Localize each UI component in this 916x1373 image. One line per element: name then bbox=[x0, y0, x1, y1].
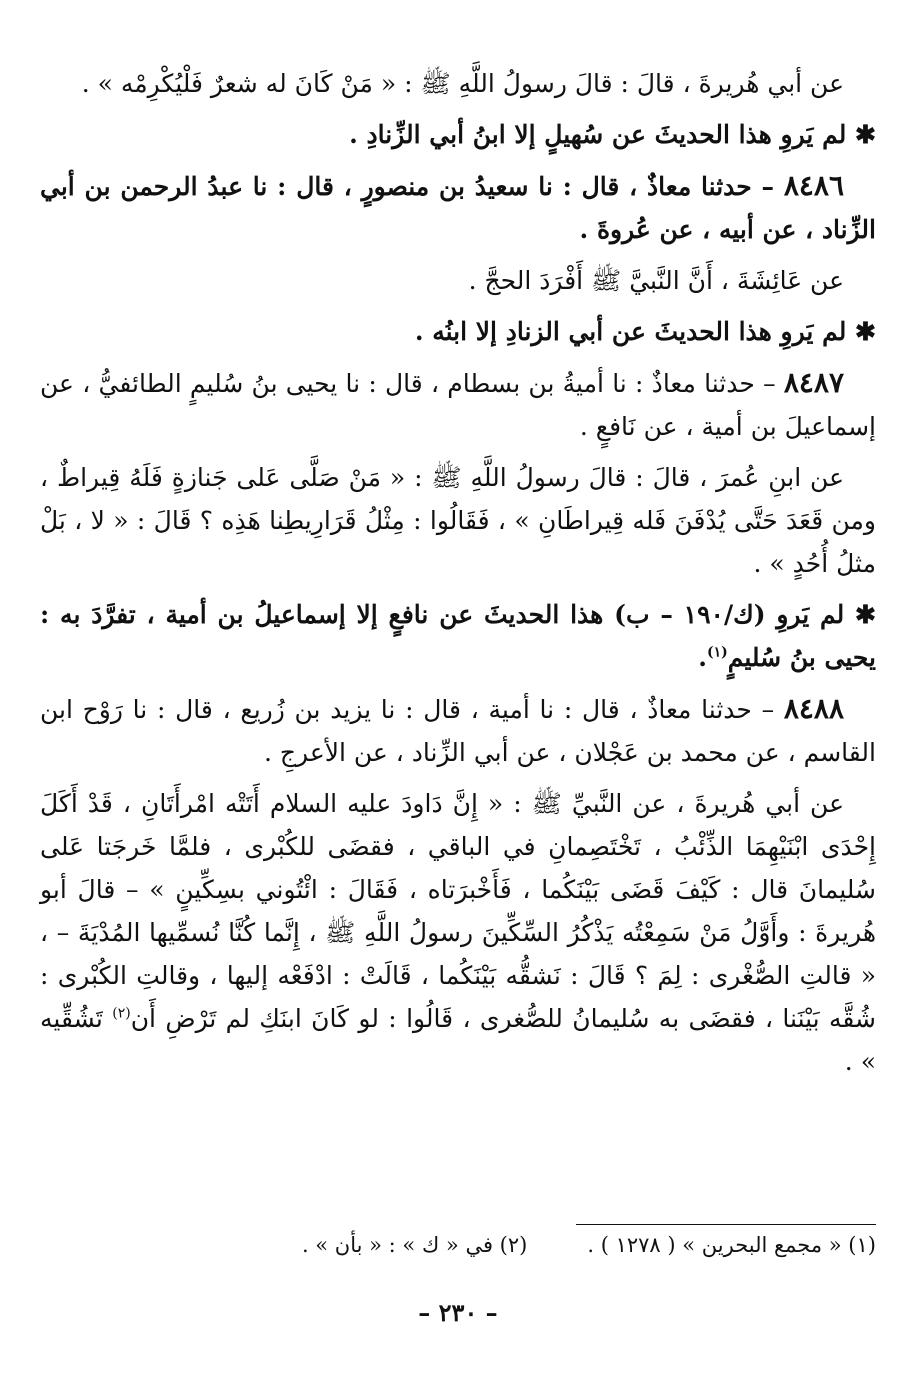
footnotes bbox=[40, 1228, 876, 1262]
footnote-2: (٢) في « ك » : « بأن » . bbox=[301, 1233, 528, 1257]
footnote-ref: (١) bbox=[706, 644, 728, 661]
footnote-divider bbox=[576, 1224, 876, 1225]
hadith-number: ٨٤٨٧ bbox=[783, 366, 844, 399]
note-end: . bbox=[698, 643, 707, 672]
hadith-8487 bbox=[40, 361, 876, 448]
hadith-matn: عن أبي هُريرةَ ، عن النَّبيِّ ﷺ : « إِنَّ دَاودَ عليه السلام أَتَتْه امْرأَتَانِ ، قَدْ أَكَلَ إِحْدَى ابْنَيْهِمَا الذِّئْبُ ، تَخْتَصِمانِ في الباقي ، فقضَى للكُبْرى ، فلمَّا خَرجَتا عَلى سُليمانَ قال : كَيْفَ قَضَى بَيْنَكُما ، فَأَخْبرَتاه ، فَقَالَ : ائْتُوني بسِكِّينٍ » – قالَ أبو هُريرةَ : وأَوَّلُ مَنْ سَمِعْتُه يَذْكُرُ السِّكِّينَ رسولُ اللَّهِ ﷺ ، إِنَّما كُنَّا نُسمِّيها المُدْيَةَ – ، « قالتِ الصُّغْرى : لِمَ ؟ قَالَ : نَشقُّه بَيْنَكُما ، قَالَتْ : ادْفَعْه إليها ، وقالتِ الكُبْرى : شُقَّه بَيْنَنا ، فقضَى به سُليمانُ للصُّغرى ، قَالُوا : لو كَانَ ابنَكِ لم تَرْضِ أَن bbox=[40, 789, 876, 1033]
page-body bbox=[40, 62, 876, 1091]
hadith-chain: – حدثنا معاذٌ : نا أميةُ بن بسطام ، قال : نا يحيى بنُ سُليمٍ الطائفيُّ ، عن إسماعيلَ بن أمية ، عن نَافعٍ . bbox=[40, 369, 876, 441]
footnote-ref: (٢) bbox=[112, 1005, 131, 1022]
narration-note bbox=[40, 593, 876, 679]
hadith-8488 bbox=[40, 687, 876, 774]
narration-note: ✱ لم يَروِ هذا الحديثَ عن سُهيلٍ إلا ابنُ أبي الزِّنادِ . bbox=[349, 120, 876, 149]
paragraph-text: عن أبي هُريرةَ ، قالَ : قالَ رسولُ اللَّهِ ﷺ : « مَنْ كَانَ له شعرٌ فَلْيُكْرِمْه » . bbox=[81, 69, 844, 98]
hadith-chain: – حدثنا معاذٌ ، قال : نا أمية ، قال : نا يزيد بن زُريع ، قال : نا رَوْح ابن القاسم ، عن محمد بن عَجْلان ، عن أبي الزِّناد ، عن الأعرجِ . bbox=[40, 695, 876, 767]
note-text: ✱ لم يَروِ (ك/١٩٠ – ب) هذا الحديثَ عن نافعٍ إلا إسماعيلُ بن أمية ، تفرَّدَ به : يحيى بنُ سُليمٍ bbox=[40, 600, 876, 672]
hadith-number: ٨٤٨٨ bbox=[783, 692, 844, 725]
page-number: – ٢٣٠ – bbox=[418, 1298, 498, 1327]
hadith-chain: – حدثنا معاذٌ ، قال : نا سعيدُ بن منصورٍ ، قال : نا عبدُ الرحمن بن أبي الزِّناد ، عن أبيه ، عن عُروةَ . bbox=[40, 172, 876, 244]
narration-note: ✱ لم يَروِ هذا الحديثَ عن أبي الزنادِ إلا ابنُه . bbox=[414, 317, 876, 346]
paragraph-text bbox=[40, 782, 876, 1083]
hadith-matn-end: تَشُقِّيه » . bbox=[40, 1004, 876, 1076]
footnote-1: (١) « مجمع البحرين » ( ١٢٧٨ ) . bbox=[587, 1233, 876, 1257]
hadith-8486 bbox=[40, 164, 876, 251]
hadith-number: ٨٤٨٦ bbox=[783, 169, 844, 202]
paragraph-text: عن ابنِ عُمرَ ، قالَ : قالَ رسولُ اللَّهِ ﷺ : « مَنْ صَلَّى عَلى جَنازةٍ فَلَهُ قِيراطٌ ، ومن قَعَدَ حَتَّى يُدْفَنَ فَله قِيراطَانِ » ، فَقَالُوا : مِثْلُ قَرَارِيطِنا هَذِه ؟ قَالَ : « لا ، بَلْ مثلُ أُحُدٍ » . bbox=[40, 463, 876, 578]
paragraph-text: عن عَائِشَةَ ، أَنَّ النَّبيَّ ﷺ أَفْرَدَ الحجَّ . bbox=[468, 266, 844, 295]
